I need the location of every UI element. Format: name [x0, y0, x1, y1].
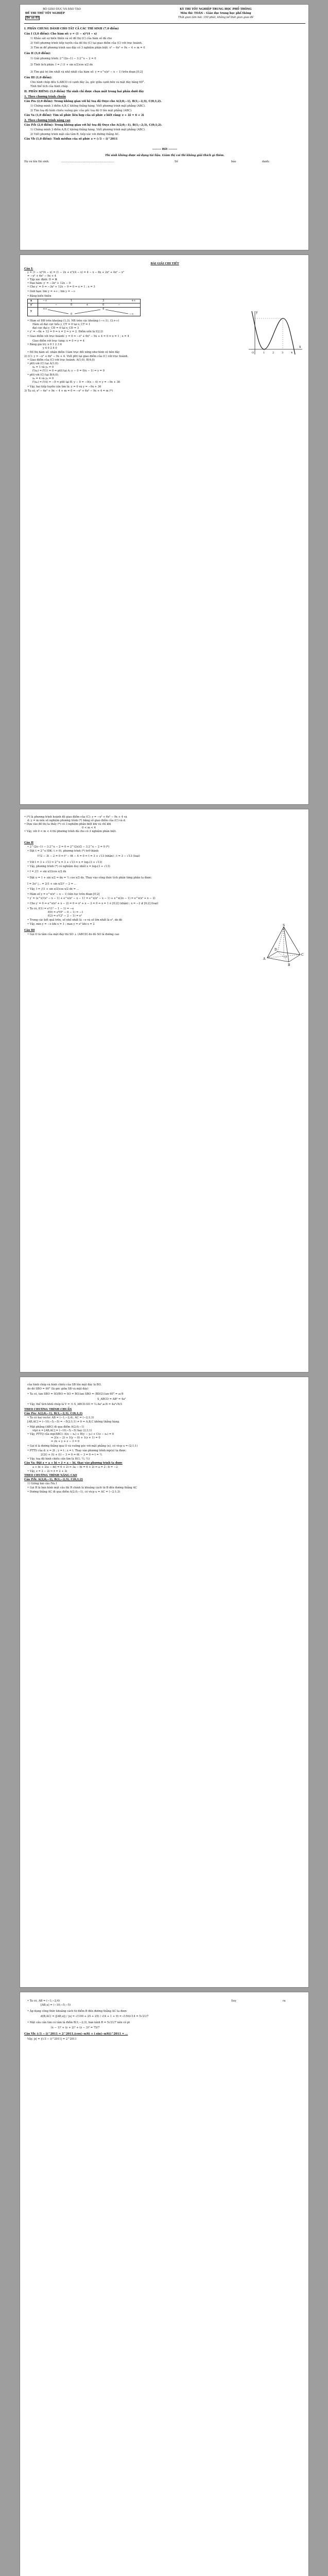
cau-5a: Câu Va: Đặt z = a + bi ⇒ z̄ = a − bi, thay vào phương trình ta được [24, 1462, 123, 1465]
line: • Cho y′ = 0 ⇔ e^x(x² + x − 2) = 0 ⇔ x² + x − 2 = 0 ⇔ x = 1 ∈ [0;2] (nhận) ; x = −2 ∉ [0;2] (loại) [27, 902, 159, 905]
tbl-cell: − [55, 303, 58, 307]
sig-label: danh: [262, 160, 270, 163]
q4a-2: 2) Tìm toạ độ hình chiếu vuông góc của gốc toạ độ O lên mặt phẳng (ABC). [30, 109, 132, 112]
q4b: Câu IVb (2,0 điểm): Trong không gian với hệ toạ độ Oxyz cho A(2;0;−1), B(1;−2;3), C(0;1;2). [24, 124, 162, 127]
graph-label: 4 [291, 351, 293, 354]
line: của hình chóp và hình chiếu của SB lên mặt đáy là BO, [27, 1383, 102, 1386]
line: 0 < m < 4 [82, 826, 96, 829]
line: f′(x₀) = f′(1) = 0 ⇒ pttt tại A: y − 0 = 0(x − 1) ⇔ y = 0 [32, 369, 105, 372]
tbl-cell: + [86, 303, 89, 307]
q4b-2: 2) Viết phương trình mặt cầu tâm B, tiếp xúc với đường thẳng AC. [30, 133, 120, 136]
line: • Ta có, tan SBO = SO/BO ⇒ SO = BO.tan SBO = (BD/2).tan 60° = a√6 [27, 1393, 124, 1396]
duration: Thời gian làm bài: 150 phút, không kể thời gian giao đề [178, 16, 254, 19]
tbl-cell: 3 [102, 299, 105, 302]
fig-label: A [263, 957, 266, 961]
line: • pttt với (C) tại B(4;0): [27, 374, 59, 377]
line: • Gọi d là đường thẳng qua O và vuông góc với mặt phẳng (α), có vtcp u = (2;1;1) [27, 1445, 138, 1448]
q4b-1: 1) Chứng minh 3 điểm A,B,C không thẳng hàng. Viết phương trình mặt phẳng (ABC). [30, 128, 146, 131]
graph-label: 1 [263, 351, 265, 354]
line: f′(x₀) = f′(4) = −9 ⇒ pttt tại B: y − 0 = −9(x − 4) ⇔ y = −9x + 36 [32, 381, 120, 384]
std-heading: 1. Theo chương trình chuẩn [24, 95, 66, 98]
line: a + bi + 2(a − bi) = 6 + 2i ⇔ 3a − bi = 6 + 2i ⇔ a = 2 ; b = −2 [32, 1466, 118, 1469]
tbl-cell: 4 [102, 308, 105, 311]
line: • Giới hạn: lim y = +∞ ; lim y = −∞ [27, 290, 76, 293]
line: x₀ = 4 và y₀ = 0 [32, 377, 54, 380]
line: S_ABCD = AB² = 4a² [97, 1398, 126, 1401]
line: 2(2t) + (t) + (t) − 3 = 0 ⇔ 6t − 3 = 0 ⇔ t = ½ [41, 1453, 102, 1456]
tbl-cell: 1 [71, 299, 73, 302]
line: • Mặt cầu cần tìm có tâm là điểm B(1;−2;3), bán kính R = 5√21/7 nên có pt [27, 2021, 130, 2024]
line: • Vậy, với 0 < m < 4 thì phương trình đã cho có 3 nghiệm phân biệt. [24, 830, 117, 833]
line: I = 2u² |... = 2(1 + sin x/2)² − 2 = ... [27, 883, 77, 886]
line: • Cho y′ = 0 ⇔ −3x² + 12x − 9 = 0 ⇔ x = 1 ; x = 3 [27, 285, 95, 289]
ministry: BỘ GIÁO DỤC VÀ ĐÀO TẠO [43, 8, 81, 11]
tbl-yp-head: y′ [30, 303, 33, 307]
line: t²/2 − 3t − 2 = 0 ⇔ t² − 6t − 4 = 0 ⇔ t = 3 + √13 (nhận) ; t = 3 − √13 (loại) [38, 855, 140, 858]
tbl-x-head: x [30, 299, 32, 302]
line: ⇔ 2(x − 2) + 1(y − 0) + 1(z + 1) = 0 [51, 1436, 100, 1439]
graph-label: 3 [282, 351, 284, 354]
q4a: Câu IVa (2,0 điểm): Trong không gian với hệ toạ độ Oxyz cho A(2;0;−1), B(1;−2;3), C(0;1;2). [24, 100, 162, 103]
line: • Vậy, hai tiếp tuyến cần tìm là: y = 0 và y = −9x + 36 [27, 385, 101, 388]
q4a-1: 1) Chứng minh 3 điểm A,B,C không thẳng hàng. Viết phương trình mặt phẳng (ABC). [30, 105, 146, 108]
line: 2) (C): y = −x³ + 6x² − 9x + 4. Viết pttt tại giao điểm của (C) với trục hoành. [24, 355, 129, 358]
line: • Tập xác định: D = ℝ [27, 278, 57, 281]
divider [24, 23, 305, 24]
q2-3: 3) Tìm giá trị lớn nhất và nhỏ nhất của hàm số: y = e^x(x² − x − 1) trên đoạn [0;2] [30, 71, 143, 74]
fig-label: B [288, 963, 290, 967]
tbl-cell: −∞ [129, 313, 134, 316]
line: vtpt n = [AB,AC] = (−10;−5;−5) hay (2;1;1) [32, 1429, 92, 1432]
q1-3: 3) Tìm m để phương trình sau đây có 3 nghiệm phân biệt: x³ − 6x² + 9x − 4 + m = 0 [30, 46, 145, 49]
line: d: y = m nên số nghiệm phương trình (*) bằng số giao điểm của (C) và d. [27, 819, 126, 822]
line: • Đồ thị hàm số: nhận điểm I làm trục đối xứng như hình vẽ bên đây [27, 351, 120, 354]
cubic-graph [247, 309, 304, 357]
page-solution-3 [20, 1377, 309, 1988]
pyramid-figure [262, 924, 305, 967]
page-solution-4 [20, 1992, 309, 2576]
q5b: Câu Vb (1,0 điểm): Tính môđun của số phức z = (√3 − i)^2011 [24, 138, 118, 141]
line: • Vậy, min y = −e khi x = 1 ; max y = e² khi x = 2 [27, 923, 95, 926]
line: • Ta có, AB = (−1;−2;4) [27, 1999, 60, 2003]
cau-1: Câu I: [24, 267, 33, 270]
line: • 2^(2x−1) − 3.2^x − 2 = 0 ⇔ 2^(2x)/2 − 3.2^x − 2 = 0 (*) [27, 845, 110, 849]
line: • Đạo hàm: y′ = −3x² + 12x − 9 [27, 282, 71, 285]
q1-1: 1) Khảo sát sự biến thiên và vẽ đồ thị (C) của hàm số đã cho [30, 37, 112, 40]
line: • Ta có hai vectơ: AB = (−1;−2;4), AC = (−2;1;3) [27, 1416, 94, 1419]
line: [AB,AC] = (−10;−5;−5) = −5(2;1;1) ≠ 0 ⇒ A,B,C không thẳng hàng. [27, 1420, 120, 1423]
line: • Hàm số ĐB trên khoảng (1;3), NB trên các khoảng (−∞;1), (3;+∞) [27, 319, 119, 323]
solution-heading: BÀI GIẢI CHI TIẾT [150, 262, 179, 265]
std-heading-2: THEO CHƯƠNG TRÌNH CHUẨN [24, 1408, 72, 1411]
line: y 4 0 2 4 0 [43, 347, 57, 350]
fig-label: S [283, 924, 285, 927]
q1: Câu I (3,0 điểm): Cho hàm số: y = (1 − x)²(4 − x) [24, 32, 97, 36]
line: y = (1 − x)²(4 − x) = (1 − 2x + x²)(4 − x) = 4 − x − 8x + 2x² + 4x² − x³ [27, 271, 124, 274]
part1-heading: I. PHẦN CHUNG DÀNH CHO TẤT CẢ CÁC THÍ SINH (7,0 điểm) [24, 27, 119, 30]
note: Thí sinh không được sử dụng tài liệu. Giám thị coi thi không giải thích gì thêm. [105, 154, 225, 157]
graph-label: y [256, 311, 258, 314]
line: Hàm số đạt cực tiểu y_CT = 0 tại x_CT = 1 [32, 323, 91, 326]
tbl-cell: 0 [71, 303, 73, 307]
end-marker: -------- Hết -------- [152, 148, 178, 151]
line: • Đặt t = 2^x (ĐK: t > 0), phương trình (*) trở thành [27, 850, 99, 853]
graph-label: 2 [272, 351, 274, 354]
subject: Môn thi: TOÁN – Giáo dục trung học phổ thông [180, 12, 251, 15]
line: • Vậy, I = ∫(1 + sin x/2)cos x/2 dx = ... [27, 888, 79, 891]
sbd-label: Số [175, 160, 178, 163]
part2-heading: II. PHẦN RIÊNG (3,0 điểm) Thí sinh chỉ được chọn một trong hai phần dưới đây [24, 90, 144, 93]
fig-label: C [301, 953, 304, 957]
q3-1: Cho hình chóp đều S.ABCD có cạnh đáy 2a, góc giữa cạnh bên và mặt đáy bằng 60°. [30, 81, 145, 84]
cau-4a: Câu IVa: A(2;0;−1), B(1;−2;3), C(0;1;2) [24, 1412, 83, 1415]
adv-heading-2: THEO CHƯƠNG TRÌNH NÂNG CAO [24, 1474, 77, 1477]
name-label: Họ và tên thí sinh: [24, 160, 49, 163]
side-text: ra [283, 1999, 286, 2003]
line: d(B,AC) = |[AB,u]| / |u| = √(100 + 25 + 25) / √(4 + 1 + 9) = √150/√14 = 5√21/7 [41, 2015, 149, 2018]
line: • Vậy, PTTQ của mp(ABC): A(x − x₀) + B(y − y₀) + C(z − z₀) = 0 [27, 1433, 114, 1436]
exam-title: KỲ THI TỐT NGHIỆP TRUNG HỌC PHỔ THÔNG [180, 8, 252, 11]
line: f(2) = e²(2² − 2 − 1) = e² [48, 914, 82, 918]
line: • Giao điểm với trục hoành: y = 0 ⇔ −x³ + 6x² − 9x + 4 = 0 ⇔ x = 1 ; x = 4 [27, 335, 129, 338]
fig-label: D [274, 948, 277, 952]
q3-2: Tính thể tích của hình chóp. [30, 85, 69, 88]
line: do đó SBO = 60° (là góc giữa SB và mặt đáy) [27, 1387, 89, 1391]
graph-label: O [252, 351, 254, 354]
page-exam: BỘ GIÁO DỤC VÀ ĐÀO TẠO KỲ THI TỐT NGHIỆP TRUNG HỌC PHỔ THÔNG ĐỀ THI THỬ TỐT NGHIỆP Môn thi: TOÁN – Giáo dục trung học phổ thông Đề số 01 Thời gian làm bài: 150 phút, không kể thời gian giao đề I. PHẦN CHUNG DÀNH CHO TẤT CẢ CÁC THÍ SINH (7,0 điểm) Câu I (3,0 điểm): Cho hàm số: y = (1 − x)²(4 − x) 1) Khảo sát sự biến thiên và vẽ đồ thị (C) của hàm số đã cho 2) Viết phương trình tiếp tuyến của đồ thị (C) tại giao điểm của (C) với trục hoành. 3) Tìm m để phương trình sau đây có 3 nghiệm phân biệt: x³ − 6x² + 9x − 4 + m = 0 Câu II (3,0 điểm): 1) Giải phương trình: 2^(2x−1) − 3.2^x − 2 = 0 2) Tính tích phân: I = ∫ (1 + sin x/2)cos x/2 dx 3) Tìm giá trị lớn nhất và nhỏ nhất của hàm số: y = e^x(x² − x − 1) trên đoạn [0;2] Câu III (1,0 điểm): Cho hình chóp đều S.ABCD có cạnh đáy 2a, góc giữa cạnh bên và mặt đáy bằng 60°. Tính thể tích của hình chóp. II. PHẦN RIÊNG (3,0 điểm) Thí sinh chỉ được chọn một trong hai phần dưới đây 1. Theo chương trình chuẩn Câu IVa (2,0 điểm): Trong không gian với hệ toạ độ Oxyz cho A(2;0;−1), B(1;−2;3), C(0;1;2). 1) Chứng minh 3 điểm A,B,C không thẳng hàng. Viết phương trình mặt phẳng (ABC). 2) Tìm toạ độ hình chiếu vuông góc của gốc toạ độ O lên mặt phẳng (ABC). Câu Va (1,0 điểm): Tìm số phức liên hợp của số phức z biết rằng: z + 2z̄ = 6 + 2i 2. Theo chương trình nâng cao Câu IVb (2,0 điểm): Trong không gian với hệ toạ độ Oxyz cho A(2;0;−1), B(1;−2;3), C(0;1;2). 1) Chứng minh 3 điểm A,B,C không thẳng hàng. Viết phương trình mặt phẳng (ABC). 2) Viết phương trình mặt cầu tâm B, tiếp xúc với đường thẳng AC. Câu Vb (1,0 điểm): Tính môđun của số phức z = (√3 − i)^2011 -------- Hết -------- Thí sinh không được sử dụng tài liệu. Giám thị coi thi không giải thích gì thêm. Họ và tên thí sinh: .............................................................. Số báo danh: [20, 4, 309, 250]
side-text: Suy [231, 1999, 236, 2003]
curve [252, 311, 295, 354]
tbl-cell: +∞ [43, 308, 47, 311]
test-label: ĐỀ THI THỬ TỐT NGHIỆP [25, 12, 65, 15]
line: (x − 1)² + (y + 2)² + (z − 3)² = 75/7 [51, 2026, 100, 2029]
line: • Bảng giá trị: x 0 1 2 3 4 [27, 343, 62, 346]
line: • y″ = −6x + 12 = 0 ⇔ x = 2 ⇒ y = 2. Điểm uốn là I(2;2) [27, 330, 103, 333]
line: • Đường thẳng AC đi qua điểm A(2;0;−1), có vtcp u = AC = (−2;1;3) [27, 1490, 120, 1494]
line: • Vậy, z = 2 − 2i ⇒ z̄ = 2 + 2i [27, 1470, 67, 1473]
page-solution-1 [20, 255, 309, 805]
line: f(0) = e⁰(0² − 0 − 1) = −1 [48, 911, 83, 914]
line: • Với t = 3 + √13 ⇒ 2^x = 3 + √13 ⇔ x = log₂(3 + √13) [27, 861, 102, 864]
cau-4b: Câu IVb: A(2;0;−1), B(1;−2;3), C(0;1;2) [24, 1478, 83, 1481]
line: • Vậy, thể tích khối chóp là V = ⅓ S_ABCD.SO = ⅓.4a².a√6 = 4a³√6/3 [27, 1403, 122, 1406]
fig-label: O [285, 956, 287, 959]
tbl-y-head: y [30, 310, 32, 313]
line: • Mặt phẳng (ABC) đi qua điểm A(2;0;−1) [27, 1426, 84, 1429]
line: • PTTS của d: x = 2t ; y = t ; z = t. Thay vào phương trình mp(α) ta được: [27, 1449, 127, 1452]
line: • Trong các kết quả trên, số nhỏ nhất là −e và số lớn nhất là e², do đó [27, 919, 123, 922]
sup-label: báo [231, 160, 236, 163]
q2: Câu II (3,0 điểm): [24, 52, 51, 55]
page-solution-2 [20, 809, 309, 1372]
tbl-cell: +∞ [131, 299, 136, 302]
cau-2: Câu II [24, 841, 33, 844]
line: [AB,u] = (−10;−5;−5) [41, 2004, 71, 2007]
code: Đề số 01 [26, 16, 40, 20]
tbl-cell: −∞ [43, 299, 47, 302]
q2-1: 1) Giải phương trình: 2^(2x−1) − 3.2^x − 2 = 0 [30, 57, 96, 60]
line: • Bảng biến thiên [27, 295, 51, 298]
graph-label: x [299, 345, 301, 349]
q5a: Câu Va (1,0 điểm): Tìm số phức liên hợp của số phức z biết rằng: z + 2z̄ = 6 + 2i [24, 114, 144, 117]
tbl-cell: 0 [71, 313, 73, 316]
line: 1) Giống bài câu IVa.1 [27, 1482, 58, 1485]
line: • Đặt u = 1 + sin x/2 ⇒ du = ½ cos x/2 dx. Thay vào công thức tích phân từng phần ta được: [27, 876, 152, 879]
line: đạt cực đại y_CĐ = 4 tại x_CĐ = 3 [32, 327, 79, 330]
line: 3) Ta có, x³ − 6x² + 9x − 4 + m = 0 ⇔ −x³ + 6x² − 9x + 4 = m (*) [24, 389, 113, 393]
q1-2: 2) Viết phương trình tiếp tuyến của đồ thị (C) tại giao điểm của (C) với trục hoành. [30, 42, 143, 45]
line: • Vậy, phương trình (*) có nghiệm duy nhất x = log₂(3 + √13) [27, 865, 110, 868]
adv-heading: 2. Theo chương trình nâng cao [24, 119, 71, 122]
line: • I = ∫(1 + sin x/2)cos x/2 dx [27, 870, 66, 873]
line: • (*) là phương trình hoành độ giao điểm của (C): y = −x³ + 6x² − 9x + 4 và [24, 816, 127, 819]
line: x₀ = 1 và y₀ = 0 [32, 366, 54, 369]
line: • Vậy, toạ độ hình chiếu cần tìm là H(1; ½; ½) [27, 1458, 90, 1461]
line: • Áp dụng công thức khoảng cách từ điểm B đến đường thẳng AC ta được [27, 2010, 127, 2013]
tbl-cell: − [118, 303, 120, 307]
cau-5b: Câu Vb: (√3 − i)^2011 = 2^2011.(cos(−π/6) + i sin(−π/6))^2011 = ... [24, 2032, 128, 2036]
q2-2: 2) Tính tích phân: I = ∫ (1 + sin x/2)cos x/2 dx [30, 63, 93, 66]
line: • Giao điểm của (C) với trục hoành: A(1;0), B(4;0) [27, 359, 95, 362]
line: Giao điểm với trục tung: x = 0 ⇒ y = 4 [32, 340, 85, 343]
line: Vậy, |z| = |(√3 − i)^2011| = 2^2011 [27, 2038, 77, 2041]
table-arrows [27, 307, 141, 316]
line: • Dựa vào đồ thị ta thấy (*) có 3 nghiệm phân biệt khi và chỉ khi [24, 823, 111, 826]
line: • Ta có, f(1) = e¹(1² − 1 − 1) = −e [27, 907, 74, 910]
line: • Gọi O là tâm của mặt đáy thì SO ⊥ (ABCD) do đó SO là đường cao [27, 933, 119, 936]
cau-3: Câu III [24, 929, 35, 932]
line: • pttt với (C) tại A(1;0): [27, 362, 59, 365]
tbl-cell: 0 [102, 303, 105, 307]
line: • Gọi R là bán kính mặt cầu thì R chính là khoảng cách từ B đến đường thẳng AC [27, 1486, 137, 1489]
q3: Câu III (1,0 điểm): [24, 76, 53, 79]
line: • Hàm số y = e^x(x² − x − 1) liên tục trên đoạn [0;2] [27, 893, 100, 896]
line: = −x³ + 6x² − 9x + 4 [27, 275, 57, 278]
line: ⇔ 2x + y + z − 3 = 0 [51, 1440, 80, 1443]
line: • y′ = (e^x)′(x² − x − 1) + e^x(x² − x − 1)′ = e^x(x² − x − 1) + e^x(2x − 1) = e^x(x² + x − 2) [27, 897, 156, 900]
